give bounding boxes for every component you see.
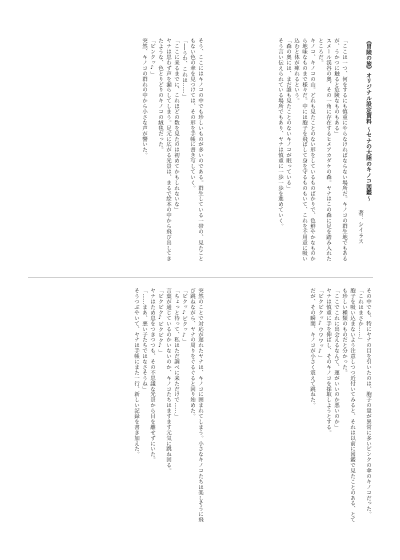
- lower-left-column-text: 突然のことで対応が遅れたヤナは、キノコに囲まれてしまう。小さなキノコたちは楽しそうに飛び跳ねながら、ヤナの周りをぐるぐると回り始めた。 「ピクッ♪ピクッ♪」 「ちょっと待って、私はただ調べに来ただけで……」 言葉が通じているのかいないのか、キノコたちはますます元気に跳ね回る。 「ピクピク♪ピクピク♪」 ヤナはため息をつきつつも、その不思議な光景から目を離せずにいた。 「……まあ、悪い子たちではなさそうね」 そうつぶやいて、ヤナは手帳にまた一行、新しい記録を書き加えた。: [133, 288, 203, 523]
- author-credit: 著：シイラス: [357, 210, 363, 245]
- upper-left-column-text: そう、ここにはキノコの中でも珍しいものが多いのである。群生している一帯の、見たこともない色の傘を見つけては、その形を手帳に書き写していく。 「──うわ、これは……」 「ここに来るまでに、これほどの数を見たのは初めてかもしれないな」 ヤナは思わず声を漏らしてしまう。足元に広がる光景は、まるで絵本の中から飛び出してきたような、色とりどりのキノコの絨毯だった。 「ピンクッ♪」 突然、キノコの群れの中から小さな声が響いた。: [141, 38, 203, 262]
- section-divider: [28, 277, 373, 278]
- lower-right-column-text: その中でも、特にヤナの目を引いたのは、胞子の量が異常に多いピンクの傘のキノコだった。 「これはまさか……」 胞子を吸い込まないよう注意しつつ近付いてみると、それは以前に図鑑で見たことのある、とても珍しい種類のものだと分かった。 「ここでこれに出会えるなんて、運がいいのか悪いのか」 ヤナは慎重に手を伸ばし、そのキノコを採取しようとする。 「ピクピクッ♪ウワワッ♪」 だが、その瞬間、キノコが小さく震えて跳ねた。: [309, 288, 371, 523]
- upper-right-column-text: 「ここは一つ、何をするにも慎重にやらなければならない場所だ。キノコの群生地でもあるが、うかつに触ると危険なものもある」 スメール渓谷の奥、その一角に存在するヒメアカダケの森。ヤナはこの森に足を踏み入れたところだ。 キノコ、キノコの山。どれも見たことのない形をしているものばかりで、色鮮やかなものから地味なものまで様々だ。中には胞子を飛ばして身を守るものもいて、これを不用意に吸い込むと体が痺れるという。 「森の奥には、まだ誰も見たことのないキノコが眠っている」 そう言い伝えられている場所でもあり、ヤナは慎重に一歩一歩を進めていく。: [277, 38, 347, 262]
- page-title: 《冒険の旅》オリジナル設定資料 ～セナの大陸のキノコ図鑑～: [365, 38, 371, 202]
